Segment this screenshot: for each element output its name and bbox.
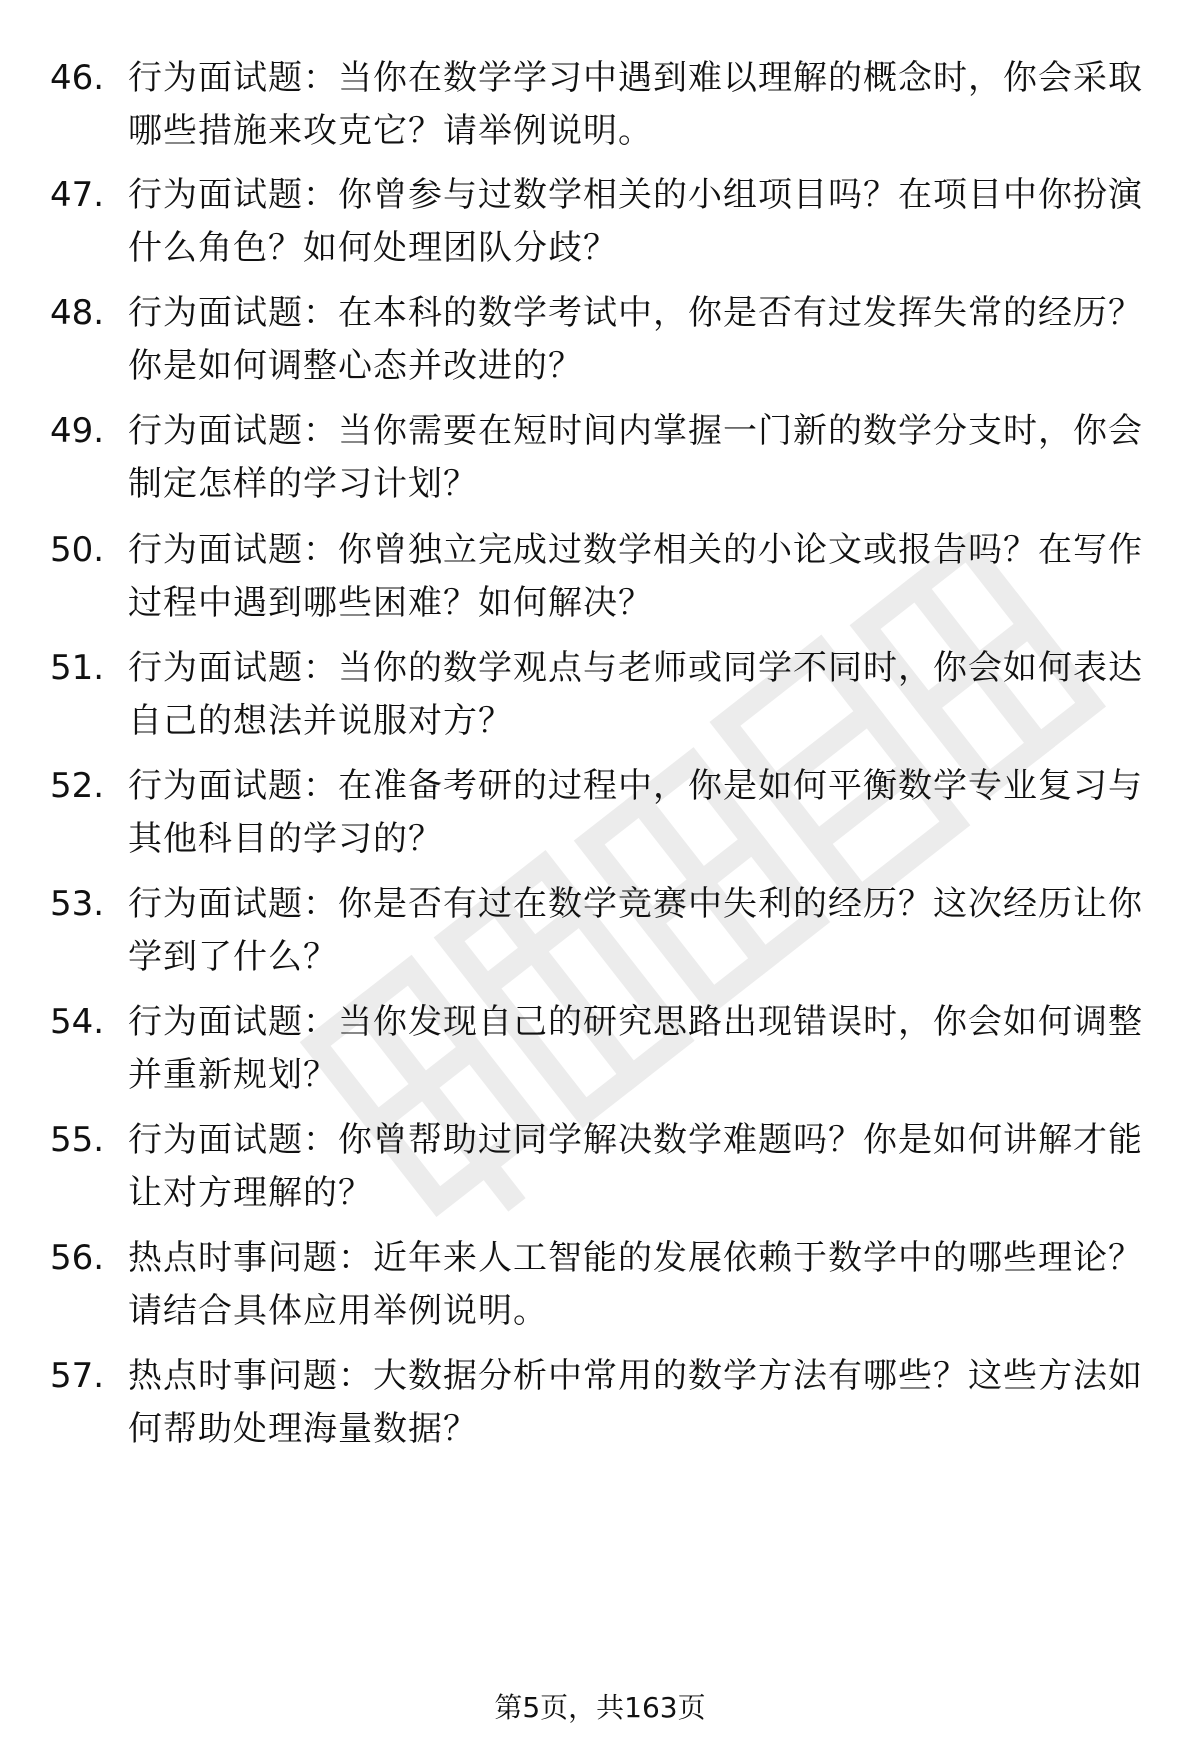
question-text: 行为面试题：当你发现自己的研究思路出现错误时，你会如何调整并重新规划？	[128, 1002, 1143, 1095]
question-item-54	[50, 996, 1160, 1102]
question-item-53	[50, 878, 1160, 984]
question-number: 46.	[50, 58, 105, 98]
question-text: 行为面试题：你是否有过在数学竞赛中失利的经历？这次经历让你学到了什么？	[128, 884, 1143, 977]
question-number: 56.	[50, 1238, 105, 1278]
question-text: 行为面试题：在本科的数学考试中，你是否有过发挥失常的经历？你是如何调整心态并改进的？	[128, 293, 1143, 386]
question-text: 行为面试题：你曾独立完成过数学相关的小论文或报告吗？在写作过程中遇到哪些困难？如何解决？	[128, 530, 1143, 623]
question-text: 行为面试题：当你的数学观点与老师或同学不同时，你会如何表达自己的想法并说服对方？	[128, 648, 1143, 741]
question-item-52	[50, 760, 1160, 866]
page-footer	[0, 1688, 1200, 1728]
question-item-51	[50, 642, 1160, 748]
page-number-label: 第5页，共163页	[494, 1691, 706, 1724]
question-text: 行为面试题：当你需要在短时间内掌握一门新的数学分支时，你会制定怎样的学习计划？	[128, 411, 1143, 504]
question-number: 54.	[50, 1002, 105, 1042]
question-text: 热点时事问题：近年来人工智能的发展依赖于数学中的哪些理论？请结合具体应用举例说明。	[128, 1238, 1143, 1331]
question-text: 热点时事问题：大数据分析中常用的数学方法有哪些？这些方法如何帮助处理海量数据？	[128, 1356, 1143, 1449]
question-number: 57.	[50, 1356, 105, 1396]
question-text: 行为面试题：你曾参与过数学相关的小组项目吗？在项目中你扮演什么角色？如何处理团队分歧？	[128, 175, 1143, 268]
question-item-50	[50, 524, 1160, 630]
question-number: 53.	[50, 884, 105, 924]
question-number: 48.	[50, 293, 105, 333]
question-item-57	[50, 1350, 1160, 1456]
question-item-49	[50, 405, 1160, 511]
question-item-55	[50, 1114, 1160, 1220]
question-number: 50.	[50, 530, 105, 570]
question-number: 55.	[50, 1120, 105, 1160]
question-item-47	[50, 169, 1160, 275]
question-item-48	[50, 287, 1160, 393]
question-text: 行为面试题：你曾帮助过同学解决数学难题吗？你是如何讲解才能让对方理解的？	[128, 1120, 1143, 1213]
question-number: 47.	[50, 175, 105, 215]
question-text: 行为面试题：在准备考研的过程中，你是如何平衡数学专业复习与其他科目的学习的？	[128, 766, 1143, 859]
question-text: 行为面试题：当你在数学学习中遇到难以理解的概念时，你会采取哪些措施来攻克它？请举例说明。	[128, 58, 1143, 151]
question-number: 49.	[50, 411, 105, 451]
question-item-46	[50, 52, 1160, 158]
question-number: 51.	[50, 648, 105, 688]
question-number: 52.	[50, 766, 105, 806]
question-item-56	[50, 1232, 1160, 1338]
